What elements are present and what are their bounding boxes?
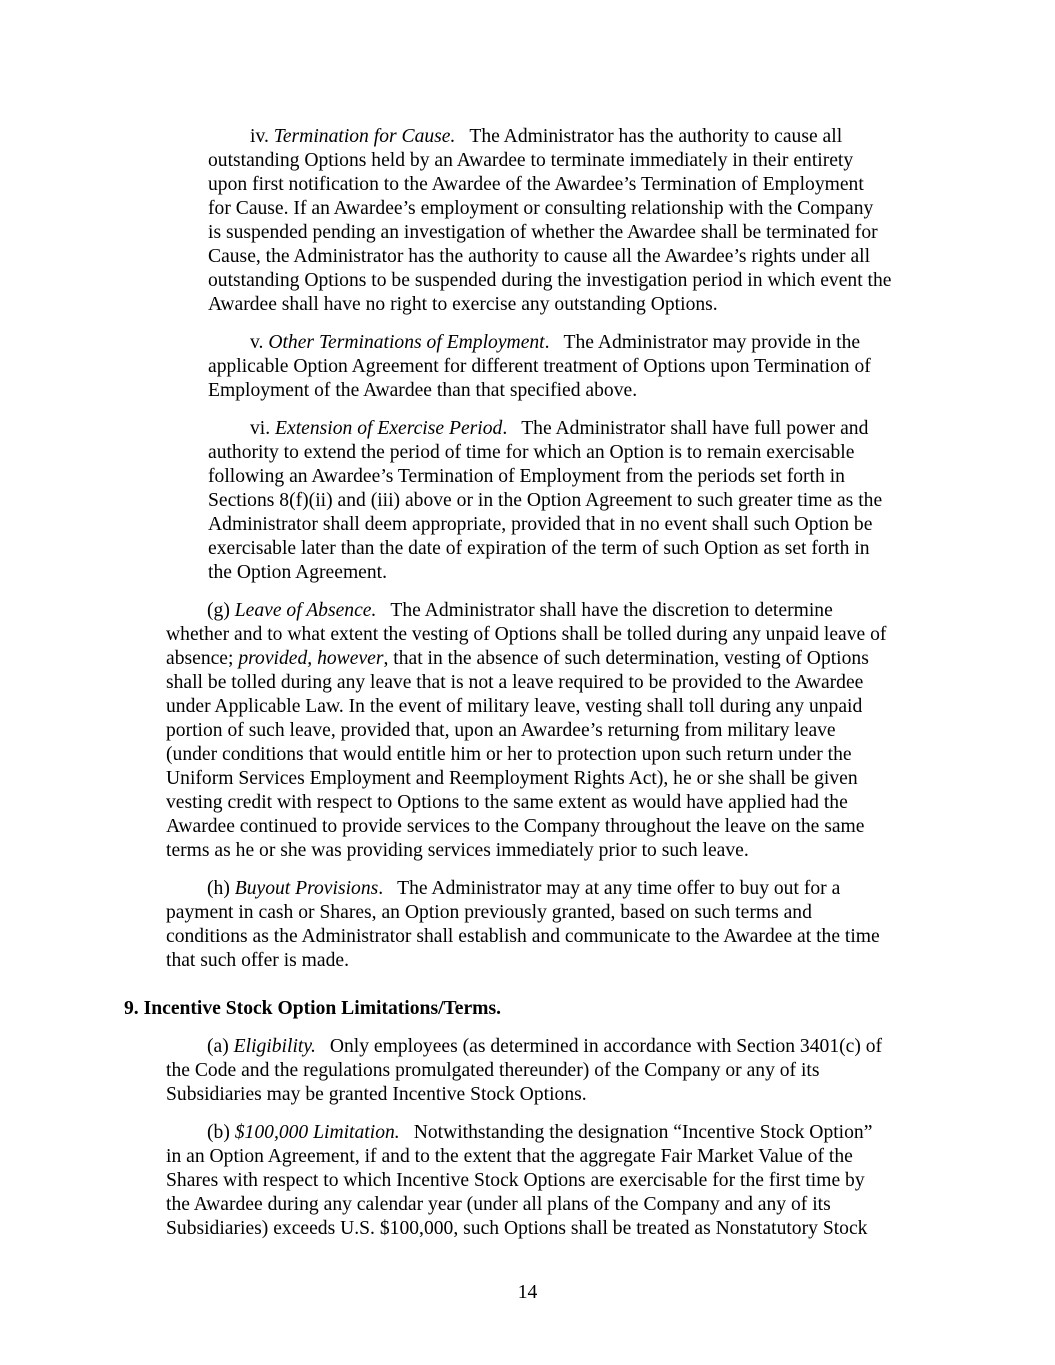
paragraph-line: absence; provided, however, that in the absence of such determination, vesting of Options xyxy=(166,648,869,670)
paragraph-extension-of-exercise-period xyxy=(208,417,953,585)
paragraph-eligibility xyxy=(166,1035,953,1107)
paragraph-line: for Cause. If an Awardee’s employment or consulting relationship with the Company xyxy=(208,198,874,220)
paragraph-line: applicable Option Agreement for different treatment of Options upon Termination of xyxy=(208,356,871,378)
paragraph-line: terms as he or she was providing services immediately prior to such leave. xyxy=(166,840,749,862)
paragraph-line: Subsidiaries may be granted Incentive Stock Options. xyxy=(166,1084,587,1106)
paragraph-title: Eligibility. xyxy=(233,1036,316,1057)
paragraph-line: following an Awardee’s Termination of Employment from the periods set forth in xyxy=(208,466,845,488)
paragraph-buyout-provisions xyxy=(166,877,953,973)
paragraph-line: v. Other Terminations of Employment. The Administrator may provide in the xyxy=(250,332,861,353)
paragraph-line: the Option Agreement. xyxy=(208,562,388,584)
paragraph-line: Sections 8(f)(ii) and (iii) above or in the Option Agreement to such greater time as the xyxy=(208,490,883,512)
paragraph-line: payment in cash or Shares, an Option previously granted, based on such terms and xyxy=(166,902,812,924)
paragraph-line: iv. Termination for Cause. The Administrator has the authority to cause all xyxy=(250,126,843,147)
paragraph-line: Uniform Services Employment and Reemployment Rights Act), he or she shall be given xyxy=(166,768,858,790)
paragraph-line: Administrator shall deem appropriate, provided that in no event shall such Option be xyxy=(208,514,873,536)
paragraph-title: Extension of Exercise Period xyxy=(275,418,503,439)
paragraph-line: vi. Extension of Exercise Period. The Administrator shall have full power and xyxy=(250,418,869,439)
paragraph-line: (g) Leave of Absence. The Administrator shall have the discretion to determine xyxy=(207,600,833,621)
paragraph-line: outstanding Options to be suspended during the investigation period in which event the xyxy=(208,270,892,292)
paragraph-line: is suspended pending an investigation of whether the Awardee shall be terminated for xyxy=(208,222,878,244)
paragraph-line: Cause, the Administrator has the authority to cause all the Awardee’s rights under all xyxy=(208,246,871,268)
paragraph-leave-of-absence xyxy=(166,599,953,864)
paragraph-line: outstanding Options held by an Awardee to terminate immediately in their entirety xyxy=(208,150,854,172)
paragraph-line: upon first notification to the Awardee of the Awardee’s Termination of Employment xyxy=(208,174,864,196)
paragraph-title: Other Terminations of Employment xyxy=(268,332,545,353)
paragraph-line: the Code and the regulations promulgated thereunder) of the Company or any of its xyxy=(166,1060,820,1082)
paragraph-line: that such offer is made. xyxy=(166,950,350,972)
paragraph-line: authority to extend the period of time for which an Option is to remain exercisable xyxy=(208,442,855,464)
page-number: 14 xyxy=(517,1282,538,1303)
paragraph-line: portion of such leave, provided that, upon an Awardee’s returning from military leave xyxy=(166,720,836,742)
paragraph-termination-for-cause xyxy=(208,125,953,317)
paragraph-line: Shares with respect to which Incentive Stock Options are exercisable for the first time by xyxy=(166,1170,865,1192)
paragraph-line: vesting credit with respect to Options to the same extent as would have applied had the xyxy=(166,792,848,814)
paragraph-line: Awardee shall have no right to exercise any outstanding Options. xyxy=(208,294,718,316)
paragraph-line: (a) Eligibility. Only employees (as determined in accordance with Section 3401(c) of xyxy=(207,1036,883,1057)
paragraph-title: Buyout Provisions xyxy=(234,878,379,899)
paragraph-line: (under conditions that would entitle him or her to protection upon such return under the xyxy=(166,744,852,766)
paragraph-line: Awardee continued to provide services to the Company throughout the leave on the same xyxy=(166,816,865,838)
paragraph-title: Termination for Cause. xyxy=(273,126,456,147)
paragraph-line: shall be tolled during any leave that is not a leave required to be provided to the Awardee xyxy=(166,672,864,694)
paragraph-line: in an Option Agreement, if and to the extent that the aggregate Fair Market Value of the xyxy=(166,1146,853,1168)
paragraph-line: the Awardee during any calendar year (under all plans of the Company and any of its xyxy=(166,1194,831,1216)
paragraph-line: Employment of the Awardee than that specified above. xyxy=(208,380,638,402)
section-heading: 9. Incentive Stock Option Limitations/Terms. xyxy=(124,998,502,1019)
paragraph-line: (b) $100,000 Limitation. Notwithstanding the designation “Incentive Stock Option” xyxy=(207,1122,873,1143)
paragraph-line: whether and to what extent the vesting of Options shall be tolled during any unpaid leave of xyxy=(166,624,887,646)
paragraph-line: (h) Buyout Provisions. The Administrator may at any time offer to buy out for a xyxy=(207,878,841,899)
paragraph-title: $100,000 Limitation. xyxy=(234,1122,400,1143)
paragraph-line: Subsidiaries) exceeds U.S. $100,000, such Options shall be treated as Nonstatutory Stock xyxy=(166,1218,868,1240)
paragraph-other-terminations xyxy=(208,331,953,403)
paragraph-title: Leave of Absence. xyxy=(234,600,377,621)
paragraph-line: under Applicable Law. In the event of military leave, vesting shall toll during any unpaid xyxy=(166,696,863,718)
paragraph-line: exercisable later than the date of expiration of the term of such Option as set forth in xyxy=(208,538,870,560)
emphasis-provided-however: provided, however xyxy=(238,648,384,670)
paragraph-line: conditions as the Administrator shall establish and communicate to the Awardee at the time xyxy=(166,926,880,948)
paragraph-100000-limitation xyxy=(166,1121,953,1241)
